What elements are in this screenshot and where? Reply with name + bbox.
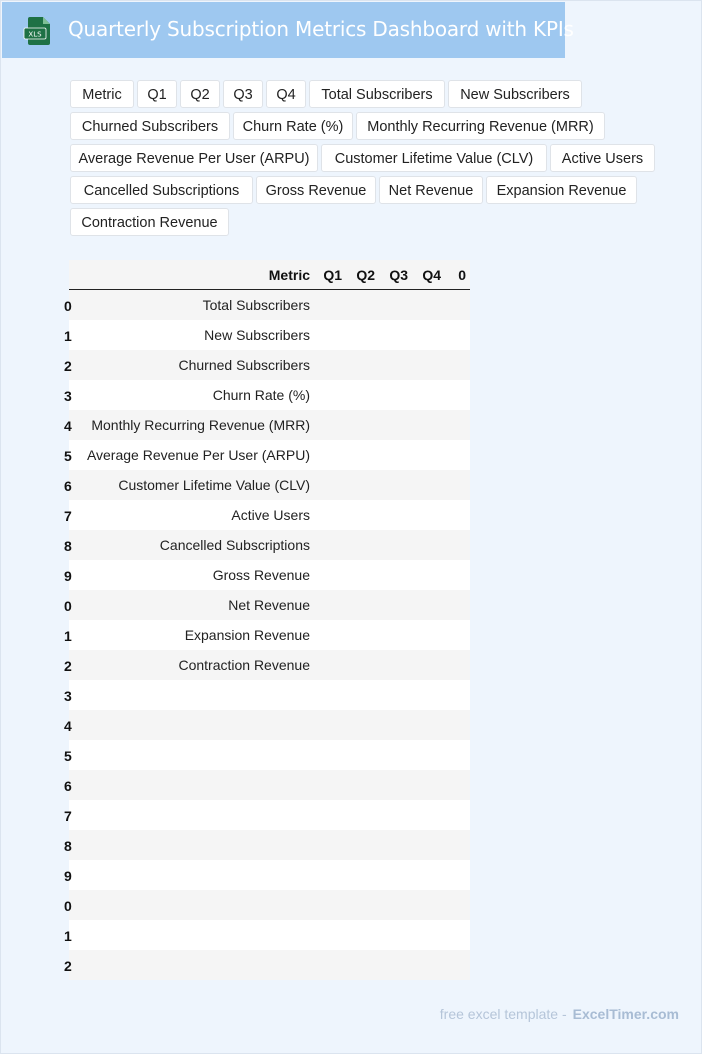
value-cell [412, 680, 445, 710]
row-index-cell [64, 860, 86, 890]
value-cell [412, 350, 445, 380]
page-title: Quarterly Subscription Metrics Dashboard with KPIs [68, 17, 574, 41]
value-cell [314, 740, 346, 770]
table-body [64, 290, 470, 981]
row-index: 4 [64, 418, 72, 434]
column-chip[interactable]: Net Revenue [379, 176, 483, 204]
value-cell [346, 830, 379, 860]
metric-cell: Total Subscribers [86, 290, 314, 321]
value-cell [346, 740, 379, 770]
column-chip[interactable]: Expansion Revenue [486, 176, 637, 204]
table-row [69, 320, 470, 350]
value-cell [445, 500, 470, 530]
row-index-cell [64, 890, 86, 920]
table-row [69, 950, 470, 980]
metric-cell [86, 710, 314, 740]
value-cell [346, 620, 379, 650]
value-cell [314, 530, 346, 560]
row-index: 1 [64, 628, 72, 644]
row-index-cell [64, 350, 86, 380]
value-cell [346, 590, 379, 620]
value-cell [314, 650, 346, 680]
row-index-cell [64, 800, 86, 830]
value-cell [412, 740, 445, 770]
metric-cell [86, 830, 314, 860]
column-header: Metric [86, 260, 314, 290]
value-cell [412, 470, 445, 500]
value-cell [314, 410, 346, 440]
column-chip[interactable]: Total Subscribers [309, 80, 445, 108]
row-index: 9 [64, 568, 72, 584]
value-cell [379, 470, 412, 500]
value-cell [346, 800, 379, 830]
row-index: 3 [64, 388, 72, 404]
metric-cell: Active Users [86, 500, 314, 530]
value-cell [346, 530, 379, 560]
value-cell [445, 410, 470, 440]
row-index: 3 [64, 688, 72, 704]
row-index-cell [64, 650, 86, 680]
table-row [69, 470, 470, 500]
row-index: 9 [64, 868, 72, 884]
svg-text:XLS: XLS [28, 30, 42, 39]
value-cell [314, 590, 346, 620]
value-cell [412, 290, 445, 321]
value-cell [379, 920, 412, 950]
value-cell [412, 920, 445, 950]
row-index: 0 [64, 898, 72, 914]
value-cell [314, 800, 346, 830]
metric-cell: New Subscribers [86, 320, 314, 350]
row-index-cell [64, 590, 86, 620]
row-index-cell [64, 320, 86, 350]
row-index: 1 [64, 328, 72, 344]
value-cell [412, 320, 445, 350]
value-cell [412, 440, 445, 470]
row-index: 5 [64, 748, 72, 764]
value-cell [412, 860, 445, 890]
row-index-cell [64, 950, 86, 980]
value-cell [379, 560, 412, 590]
value-cell [346, 440, 379, 470]
table-row [69, 440, 470, 470]
title-bar [2, 2, 574, 58]
column-chip[interactable]: Contraction Revenue [70, 208, 229, 236]
value-cell [314, 950, 346, 980]
row-index: 6 [64, 778, 72, 794]
value-cell [379, 530, 412, 560]
value-cell [346, 410, 379, 440]
value-cell [379, 650, 412, 680]
value-cell [445, 740, 470, 770]
column-chip[interactable]: Cancelled Subscriptions [70, 176, 253, 204]
value-cell [412, 710, 445, 740]
column-chip[interactable]: Gross Revenue [256, 176, 376, 204]
value-cell [346, 650, 379, 680]
value-cell [445, 380, 470, 410]
value-cell [346, 860, 379, 890]
metric-cell: Gross Revenue [86, 560, 314, 590]
metric-cell: Contraction Revenue [86, 650, 314, 680]
column-chip[interactable]: Q4 [266, 80, 306, 108]
value-cell [346, 560, 379, 590]
value-cell [379, 770, 412, 800]
value-cell [379, 290, 412, 321]
metric-cell [86, 860, 314, 890]
row-index-cell [64, 530, 86, 560]
value-cell [445, 530, 470, 560]
row-index-cell [64, 380, 86, 410]
value-cell [346, 500, 379, 530]
column-chip[interactable]: Customer Lifetime Value (CLV) [321, 144, 547, 172]
value-cell [379, 680, 412, 710]
value-cell [346, 890, 379, 920]
value-cell [379, 380, 412, 410]
table-row [69, 380, 470, 410]
row-index-cell [64, 290, 86, 321]
row-index-cell [64, 830, 86, 860]
column-header: 0 [445, 260, 470, 290]
table-row [69, 770, 470, 800]
value-cell [314, 290, 346, 321]
row-index-cell [64, 470, 86, 500]
value-cell [379, 800, 412, 830]
value-cell [445, 470, 470, 500]
value-cell [445, 290, 470, 321]
table-row [69, 830, 470, 860]
value-cell [445, 560, 470, 590]
table-row [69, 590, 470, 620]
value-cell [379, 590, 412, 620]
row-index-cell [64, 560, 86, 590]
value-cell [314, 830, 346, 860]
metric-cell: Net Revenue [86, 590, 314, 620]
value-cell [445, 830, 470, 860]
value-cell [379, 830, 412, 860]
metric-cell: Churn Rate (%) [86, 380, 314, 410]
column-chip[interactable]: Active Users [550, 144, 655, 172]
row-index: 2 [64, 358, 72, 374]
column-chip[interactable]: Churned Subscribers [70, 112, 230, 140]
value-cell [346, 710, 379, 740]
value-cell [412, 770, 445, 800]
value-cell [314, 710, 346, 740]
row-index-cell [64, 680, 86, 710]
value-cell [379, 740, 412, 770]
column-chip[interactable]: Q1 [137, 80, 177, 108]
table-row [69, 290, 470, 321]
column-chip[interactable]: Q2 [180, 80, 220, 108]
value-cell [314, 620, 346, 650]
data-table-container [64, 260, 470, 980]
table-row [69, 920, 470, 950]
value-cell [412, 890, 445, 920]
value-cell [379, 710, 412, 740]
value-cell [346, 470, 379, 500]
row-index-cell [64, 500, 86, 530]
table-row [69, 710, 470, 740]
value-cell [445, 710, 470, 740]
table-header-row [69, 260, 470, 290]
value-cell [314, 890, 346, 920]
excel-file-icon [24, 16, 52, 46]
row-index: 8 [64, 838, 72, 854]
row-index: 1 [64, 928, 72, 944]
value-cell [314, 350, 346, 380]
value-cell [379, 350, 412, 380]
table-row [69, 620, 470, 650]
column-header: Q4 [412, 260, 445, 290]
row-index-cell [64, 920, 86, 950]
table-row [69, 890, 470, 920]
metric-cell: Monthly Recurring Revenue (MRR) [86, 410, 314, 440]
value-cell [445, 890, 470, 920]
column-header: Q1 [314, 260, 346, 290]
value-cell [412, 650, 445, 680]
value-cell [445, 320, 470, 350]
footer-brand-link[interactable]: ExcelTimer.com [572, 1006, 679, 1022]
metric-cell: Expansion Revenue [86, 620, 314, 650]
value-cell [412, 830, 445, 860]
value-cell [346, 380, 379, 410]
value-cell [445, 770, 470, 800]
footer-credit [440, 1006, 679, 1022]
column-chip[interactable]: Metric [70, 80, 134, 108]
metrics-table [64, 260, 470, 980]
row-index: 2 [64, 958, 72, 974]
value-cell [346, 770, 379, 800]
row-index: 2 [64, 658, 72, 674]
value-cell [445, 920, 470, 950]
metric-cell: Cancelled Subscriptions [86, 530, 314, 560]
value-cell [314, 470, 346, 500]
value-cell [346, 350, 379, 380]
metric-cell [86, 740, 314, 770]
table-row [69, 500, 470, 530]
row-index-cell [64, 620, 86, 650]
row-index: 7 [64, 508, 72, 524]
value-cell [445, 680, 470, 710]
value-cell [379, 620, 412, 650]
value-cell [314, 440, 346, 470]
value-cell [412, 800, 445, 830]
table-row [69, 740, 470, 770]
value-cell [314, 560, 346, 590]
metric-cell [86, 950, 314, 980]
value-cell [379, 500, 412, 530]
value-cell [379, 950, 412, 980]
table-row [69, 350, 470, 380]
value-cell [445, 590, 470, 620]
table-row [69, 800, 470, 830]
column-chip[interactable]: Monthly Recurring Revenue (MRR) [356, 112, 605, 140]
metric-cell [86, 890, 314, 920]
value-cell [379, 410, 412, 440]
value-cell [412, 590, 445, 620]
row-index: 0 [64, 598, 72, 614]
metric-cell [86, 800, 314, 830]
row-index: 5 [64, 448, 72, 464]
index-header [69, 260, 86, 290]
value-cell [314, 380, 346, 410]
value-cell [314, 860, 346, 890]
table-row [69, 560, 470, 590]
value-cell [314, 500, 346, 530]
value-cell [445, 350, 470, 380]
metric-cell [86, 680, 314, 710]
value-cell [379, 440, 412, 470]
value-cell [412, 500, 445, 530]
value-cell [346, 950, 379, 980]
column-header: Q3 [379, 260, 412, 290]
value-cell [445, 650, 470, 680]
value-cell [412, 530, 445, 560]
value-cell [314, 320, 346, 350]
value-cell [445, 800, 470, 830]
column-chip[interactable]: Q3 [223, 80, 263, 108]
row-index: 6 [64, 478, 72, 494]
value-cell [445, 860, 470, 890]
value-cell [412, 620, 445, 650]
table-row [69, 530, 470, 560]
row-index-cell [64, 410, 86, 440]
value-cell [445, 620, 470, 650]
value-cell [445, 440, 470, 470]
value-cell [314, 680, 346, 710]
value-cell [346, 320, 379, 350]
row-index: 7 [64, 808, 72, 824]
value-cell [379, 860, 412, 890]
footer-free-text: free excel template - [439, 1006, 567, 1022]
row-index: 8 [64, 538, 72, 554]
value-cell [412, 950, 445, 980]
metric-cell [86, 920, 314, 950]
row-index-cell [64, 770, 86, 800]
value-cell [346, 920, 379, 950]
value-cell [379, 320, 412, 350]
value-cell [314, 920, 346, 950]
row-index-cell [64, 440, 86, 470]
metric-cell: Average Revenue Per User (ARPU) [86, 440, 314, 470]
table-row [69, 680, 470, 710]
column-chip[interactable]: Average Revenue Per User (ARPU) [70, 144, 318, 172]
value-cell [346, 680, 379, 710]
row-index-cell [64, 710, 86, 740]
table-row [69, 860, 470, 890]
value-cell [314, 770, 346, 800]
value-cell [412, 560, 445, 590]
metric-cell: Customer Lifetime Value (CLV) [86, 470, 314, 500]
value-cell [412, 380, 445, 410]
value-cell [346, 290, 379, 321]
column-chip[interactable]: New Subscribers [448, 80, 582, 108]
metric-cell: Churned Subscribers [86, 350, 314, 380]
value-cell [412, 410, 445, 440]
row-index-cell [64, 740, 86, 770]
metric-cell [86, 770, 314, 800]
column-chip[interactable]: Churn Rate (%) [233, 112, 353, 140]
value-cell [445, 950, 470, 980]
table-row [69, 410, 470, 440]
table-row [69, 650, 470, 680]
column-header: Q2 [346, 260, 379, 290]
value-cell [379, 890, 412, 920]
row-index: 4 [64, 718, 72, 734]
row-index: 0 [64, 298, 72, 314]
